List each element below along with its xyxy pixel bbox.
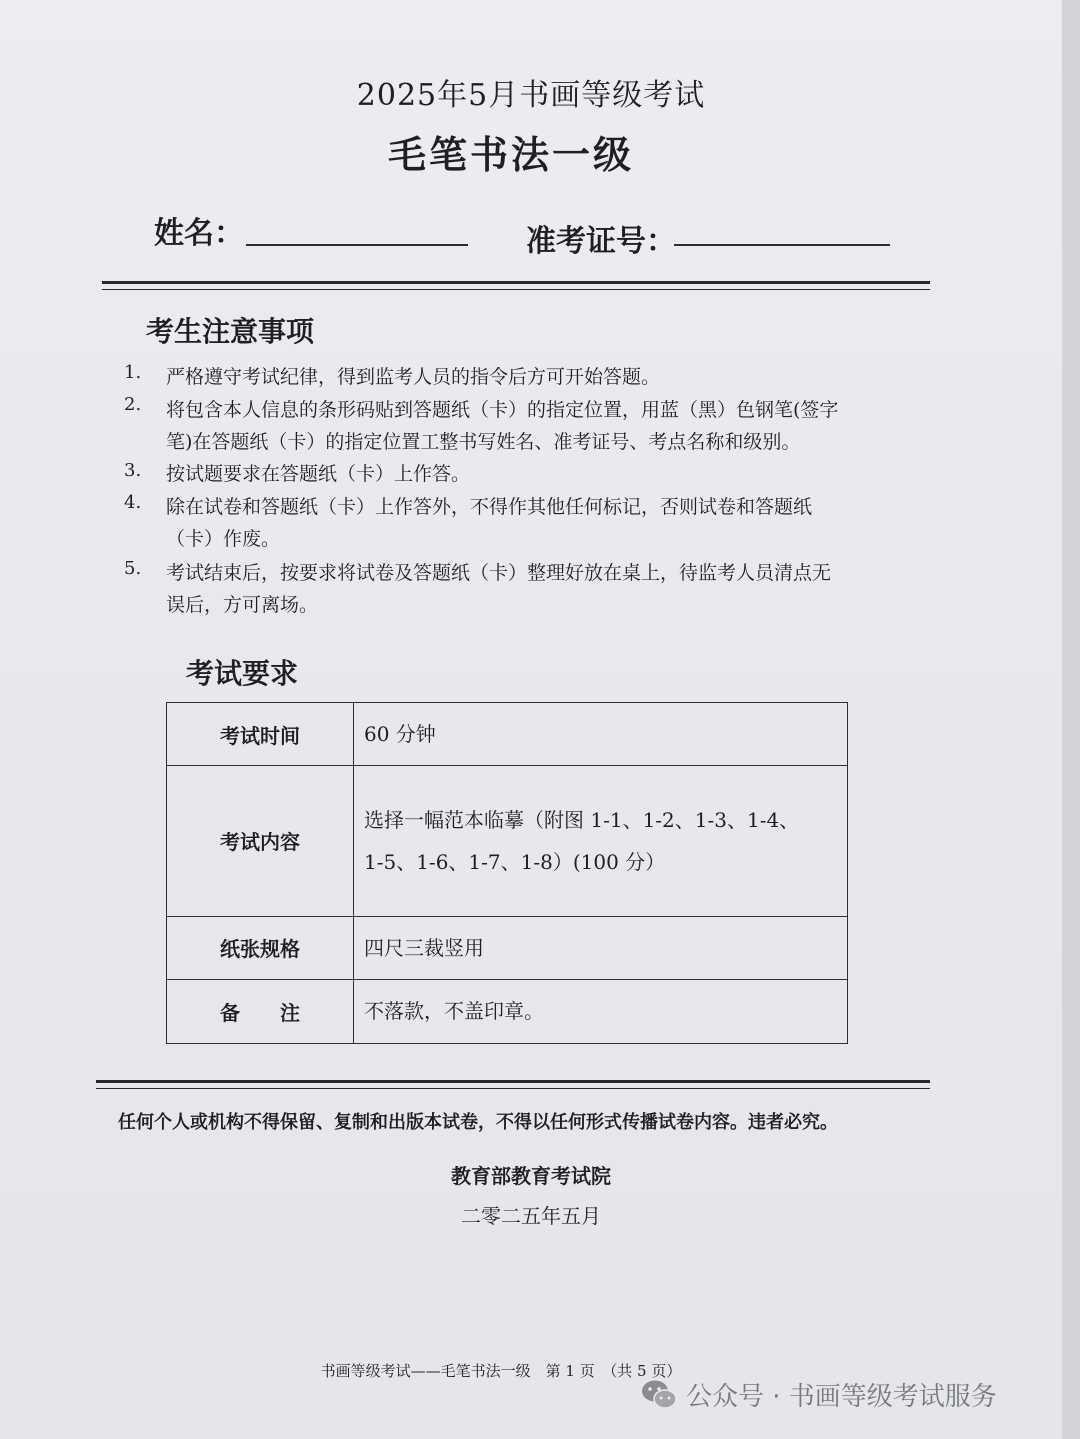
notice-item-number: 1. <box>124 362 142 383</box>
requirement-value: 四尺三裁竖用 <box>354 916 848 979</box>
notice-item-text: 误后，方可离场。 <box>166 594 319 616</box>
requirement-key: 考试时间 <box>167 703 354 766</box>
bottom-rule-thin <box>96 1088 930 1089</box>
subject-level-title: 毛笔书法一级 <box>387 132 634 177</box>
copyright-notice: 任何个人或机构不得保留、复制和出版本试卷，不得以任何形式传播试卷内容。违者必究。 <box>118 1112 838 1133</box>
exam-title: 2025年5月书画等级考试 <box>356 78 706 113</box>
requirement-key: 备 注 <box>167 979 354 1043</box>
table-row <box>167 703 848 766</box>
top-rule-thin <box>102 289 930 290</box>
requirement-value: 选择一幅范本临摹（附图 1-1、1-2、1-3、1-4、 1-5、1-6、1-7、1-8）(100 分） <box>354 766 848 916</box>
requirements-table <box>166 702 848 1044</box>
name-fill-line <box>246 244 468 246</box>
watermark-text: 公众号 · 书画等级考试服务 <box>686 1382 997 1412</box>
page-footer: 书画等级考试——毛笔书法一级 第 1 页 （共 5 页） <box>320 1362 682 1380</box>
notice-heading: 考生注意事项 <box>146 315 315 348</box>
next-page-edge <box>1062 0 1080 1439</box>
requirement-value: 不落款，不盖印章。 <box>354 979 848 1043</box>
wechat-icon <box>640 1378 678 1412</box>
watermark <box>640 1374 1060 1418</box>
requirements-heading: 考试要求 <box>186 657 299 690</box>
issuer-name: 教育部教育考试院 <box>451 1164 611 1188</box>
notice-item-text: 除在试卷和答题纸（卡）上作答外，不得作其他任何标记，否则试卷和答题纸 <box>166 496 813 518</box>
notice-item-number: 5. <box>124 558 142 579</box>
requirement-key: 纸张规格 <box>167 916 354 979</box>
notice-item-text: 严格遵守考试纪律，得到监考人员的指令后方可开始答题。 <box>166 366 661 388</box>
notice-item-number: 2. <box>124 394 142 415</box>
notice-item-text: 按试题要求在答题纸（卡）上作答。 <box>166 463 471 485</box>
notice-item-number: 3. <box>124 460 142 481</box>
notice-item-text: 考试结束后，按要求将试卷及答题纸（卡）整理好放在桌上，待监考人员清点无 <box>166 562 832 584</box>
requirement-value: 60 分钟 <box>354 703 848 766</box>
table-row <box>167 766 848 916</box>
notice-item-text: 笔)在答题纸（卡）的指定位置工整书写姓名、准考证号、考点名称和级别。 <box>166 431 801 453</box>
name-label: 姓名： <box>154 216 244 251</box>
top-rule-thick <box>102 281 930 284</box>
requirement-key: 考试内容 <box>167 766 354 916</box>
issue-date: 二零二五年五月 <box>461 1204 601 1228</box>
bottom-rule-thick <box>96 1080 930 1083</box>
ticket-number-label: 准考证号： <box>526 224 676 259</box>
table-row <box>167 979 848 1043</box>
ticket-number-fill-line <box>674 244 890 246</box>
table-row <box>167 916 848 979</box>
notice-item-text: 将包含本人信息的条形码贴到答题纸（卡）的指定位置，用蓝（黑）色钢笔(签字 <box>166 399 839 421</box>
notice-item-text: （卡）作废。 <box>166 528 281 550</box>
notice-item-number: 4. <box>124 492 142 513</box>
